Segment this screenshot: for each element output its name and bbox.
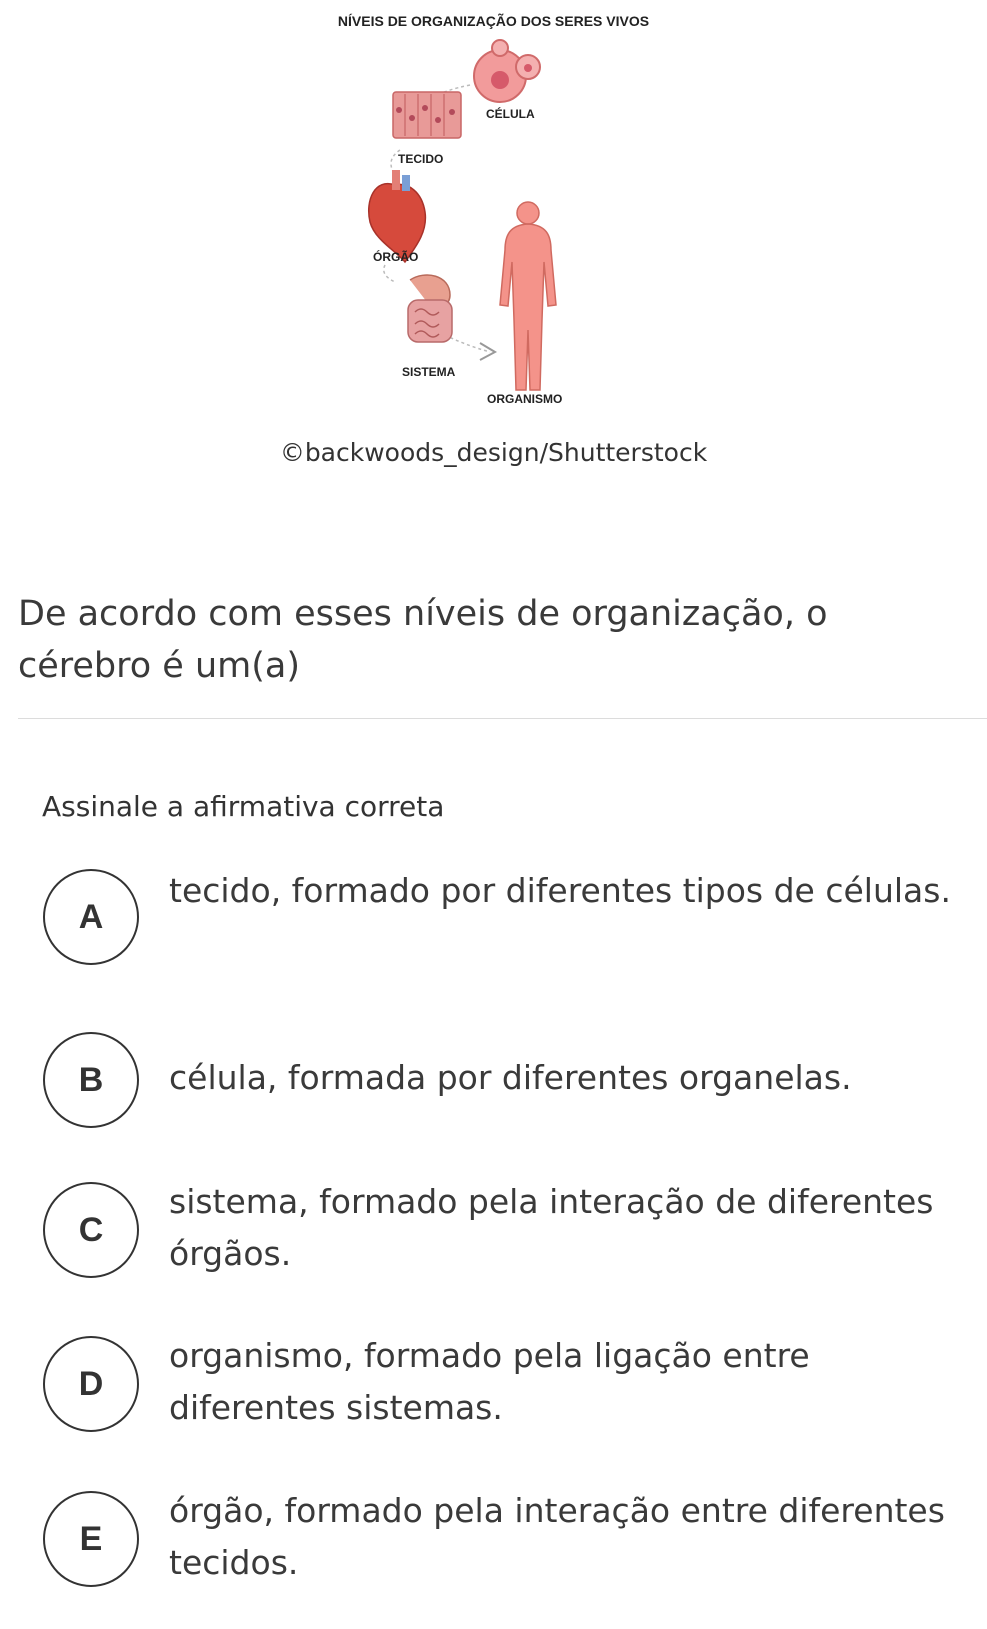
connector-organ-system [384, 265, 395, 282]
divider [18, 718, 987, 719]
label-sistema: SISTEMA [402, 365, 456, 379]
label-tecido: TECIDO [398, 152, 444, 166]
option-a[interactable] [43, 869, 973, 969]
figure-illustration [0, 0, 987, 420]
option-d-letter[interactable]: D [43, 1336, 139, 1432]
digestive-system-icon [408, 275, 452, 342]
label-celula: CÉLULA [486, 107, 535, 121]
option-e-text: órgão, formado pela interação entre diferentes tecidos. [169, 1491, 945, 1582]
option-a-letter[interactable]: A [43, 869, 139, 965]
option-b-text: célula, formada por diferentes organelas. [169, 1058, 852, 1097]
instruction-text: Assinale a afirmativa correta [42, 790, 445, 823]
option-c[interactable] [43, 1182, 973, 1282]
figure-title: NÍVEIS DE ORGANIZAÇÃO DOS SERES VIVOS [337, 13, 650, 29]
organization-levels-figure [0, 0, 987, 470]
arrow-head [480, 343, 495, 360]
option-b[interactable] [43, 1032, 973, 1132]
option-a-text: tecido, formado por diferentes tipos de células. [169, 871, 951, 910]
organism-icon [500, 202, 556, 390]
image-credit: ©backwoods_design/Shutterstock [279, 438, 708, 467]
option-d-text: organismo, formado pela ligação entre diferentes sistemas. [169, 1336, 810, 1427]
option-d[interactable] [43, 1336, 973, 1436]
label-orgao: ÓRGÃO [373, 250, 419, 264]
option-c-letter[interactable]: C [43, 1182, 139, 1278]
option-e[interactable] [43, 1491, 973, 1591]
cell-icon [474, 40, 540, 102]
heart-icon [369, 170, 426, 262]
label-organismo: ORGANISMO [487, 392, 563, 406]
connector-system-organism [445, 335, 490, 352]
option-b-letter[interactable]: B [43, 1032, 139, 1128]
question-text: De acordo com esses níveis de organização, o cérebro é um(a) [18, 594, 828, 686]
option-e-letter[interactable]: E [43, 1491, 139, 1587]
option-c-text: sistema, formado pela interação de diferentes órgãos. [169, 1182, 934, 1273]
tissue-icon [393, 92, 461, 138]
